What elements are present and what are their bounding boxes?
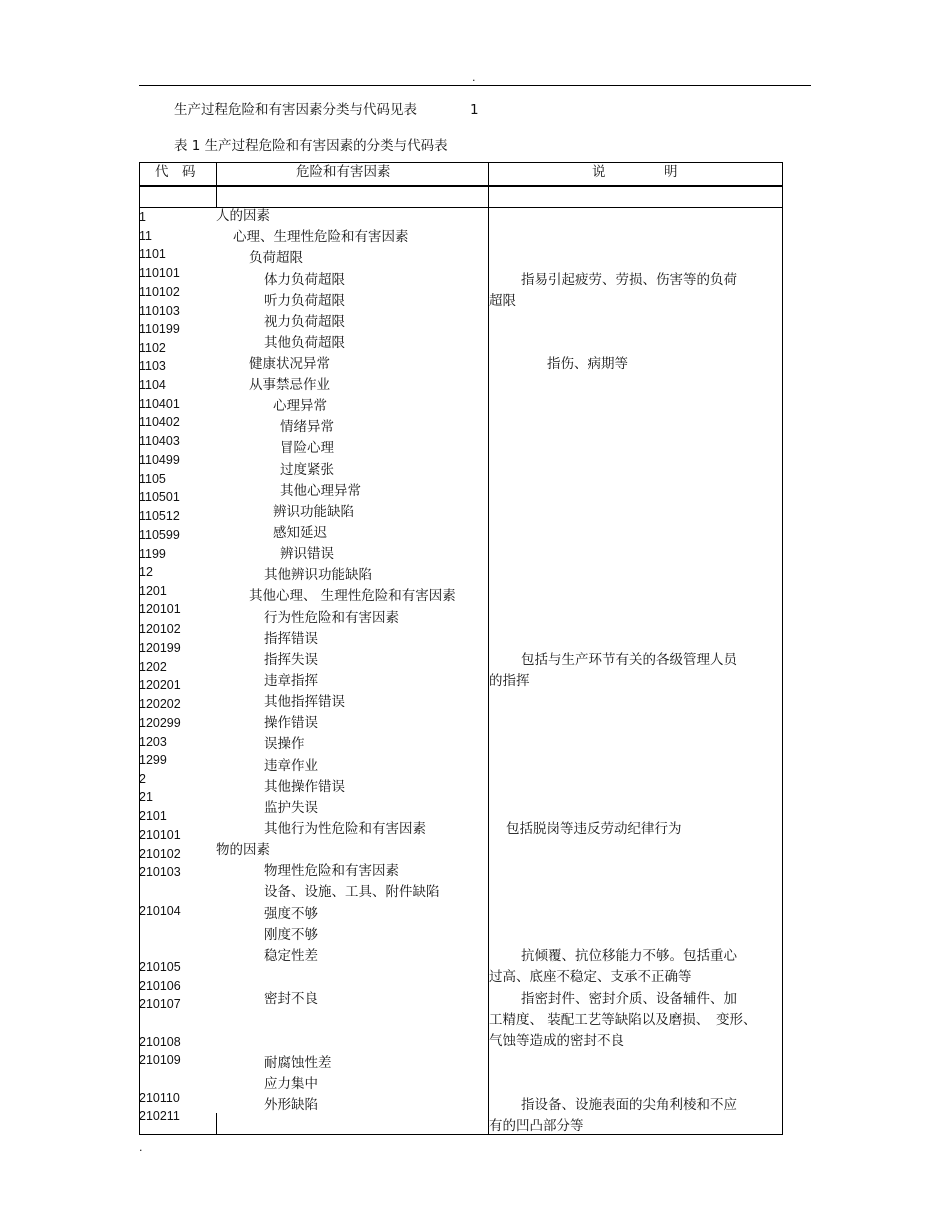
factor-cell: 其他负荷超限: [264, 335, 345, 351]
factor-cell: 辨识错误: [280, 546, 334, 562]
code-cell: 120299: [139, 716, 181, 730]
code-cell: 110512: [139, 509, 180, 523]
note-line: 指设备、设施表面的尖角利棱和不应: [521, 1097, 737, 1113]
code-cell: 21: [139, 790, 153, 804]
factor-cell: 刚度不够: [264, 927, 318, 943]
code-cell: 1201: [139, 584, 167, 598]
factor-cell: 行为性危险和有害因素: [264, 610, 399, 626]
header-factor: 危险和有害因素: [296, 164, 391, 180]
code-cell: 210102: [139, 847, 181, 861]
code-cell: 1199: [139, 547, 166, 561]
factor-cell: 耐腐蚀性差: [264, 1055, 332, 1071]
code-cell: 120201: [139, 678, 181, 692]
table-top-border: [139, 162, 783, 163]
code-cell: 110102: [139, 285, 180, 299]
code-cell: 1104: [139, 378, 166, 392]
code-cell: 210211: [139, 1109, 180, 1123]
code-cell: 11: [139, 229, 152, 243]
code-cell: 110402: [139, 415, 180, 429]
factor-cell: 过度紧张: [280, 462, 334, 478]
factor-cell: 体力负荷超限: [264, 272, 345, 288]
factor-cell: 其他心理、 生理性危险和有害因素: [249, 588, 456, 604]
code-cell: 110403: [139, 434, 180, 448]
code-cell: 12: [139, 565, 153, 579]
code-cell: 1102: [139, 341, 166, 355]
factor-cell: 稳定性差: [264, 948, 318, 964]
note-line: 指密封件、密封介质、设备辅件、加: [521, 991, 737, 1007]
table-right-border: [782, 162, 783, 1135]
code-cell: 210108: [139, 1035, 181, 1049]
factor-cell: 负荷超限: [249, 250, 303, 266]
code-cell: 210105: [139, 960, 181, 974]
factor-cell: 听力负荷超限: [264, 293, 345, 309]
code-cell: 1103: [139, 359, 166, 373]
factor-cell: 应力集中: [264, 1076, 318, 1092]
note-line: 抗倾覆、抗位移能力不够。包括重心: [521, 948, 737, 964]
factor-cell: 违章指挥: [264, 673, 318, 689]
note-line: 指易引起疲劳、劳损、伤害等的负荷: [521, 272, 737, 288]
code-cell: 2101: [139, 809, 167, 823]
code-cell: 120202: [139, 697, 181, 711]
code-col-divider-bottom: [216, 1113, 217, 1135]
code-cell: 120101: [139, 602, 181, 616]
note-line: 超限: [489, 293, 516, 309]
top-page-mark: .: [472, 71, 476, 84]
factor-cell: 其他行为性危险和有害因素: [264, 821, 426, 837]
code-cell: 210109: [139, 1053, 181, 1067]
factor-cell: 强度不够: [264, 906, 318, 922]
code-col-divider-top: [216, 162, 217, 208]
factor-cell: 其他心理异常: [280, 483, 361, 499]
factor-cell: 其他操作错误: [264, 779, 345, 795]
factor-cell: 误操作: [264, 736, 305, 752]
code-cell: 210107: [139, 997, 181, 1011]
factor-cell: 情绪异常: [280, 419, 334, 435]
code-cell: 110599: [139, 528, 180, 542]
factor-cell: 其他辨识功能缺陷: [264, 567, 372, 583]
factor-cell: 辨识功能缺陷: [273, 504, 354, 520]
code-cell: 120199: [139, 641, 181, 655]
note-line: 指伤、病期等: [547, 356, 628, 372]
code-cell: 210106: [139, 979, 181, 993]
note-line: 有的凹凸部分等: [489, 1118, 584, 1134]
factor-cell: 健康状况异常: [249, 356, 330, 372]
intro-table-number: 1: [470, 102, 479, 118]
note-line: 工精度、 装配工艺等缺陷以及磨损、 变形、: [489, 1012, 757, 1028]
factor-cell: 心理异常: [273, 398, 327, 414]
code-cell: 1202: [139, 660, 167, 674]
header-note-a: 说: [592, 164, 606, 180]
code-cell: 110101: [139, 266, 180, 280]
code-cell: 110103: [139, 304, 180, 318]
factor-cell: 指挥失误: [264, 652, 318, 668]
code-cell: 1203: [139, 735, 167, 749]
factor-cell: 密封不良: [264, 991, 318, 1007]
bottom-page-mark: .: [139, 1141, 143, 1154]
factor-cell: 物的因素: [216, 842, 270, 858]
factor-cell: 视力负荷超限: [264, 314, 345, 330]
table-title: 表 1 生产过程危险和有害因素的分类与代码表: [174, 138, 448, 154]
factor-cell: 指挥错误: [264, 631, 318, 647]
code-cell: 210104: [139, 904, 181, 918]
factor-cell: 监护失误: [264, 800, 318, 816]
code-cell: 110501: [139, 490, 180, 504]
note-line: 气蚀等造成的密封不良: [489, 1033, 624, 1049]
header-rule: [139, 85, 811, 86]
factor-cell: 其他指挥错误: [264, 694, 345, 710]
code-cell: 1: [139, 210, 146, 224]
code-cell: 210101: [139, 828, 181, 842]
factor-cell: 从事禁忌作业: [249, 377, 330, 393]
note-line: 的指挥: [489, 673, 530, 689]
factor-cell: 违章作业: [264, 758, 318, 774]
code-cell: 2: [139, 772, 146, 786]
factor-cell: 感知延迟: [273, 525, 327, 541]
code-cell: 120102: [139, 622, 181, 636]
table-header-rule: [139, 185, 783, 187]
code-cell: 210103: [139, 865, 181, 879]
code-cell: 1105: [139, 472, 166, 486]
code-cell: 110499: [139, 453, 180, 467]
code-cell: 210110: [139, 1091, 180, 1105]
factor-cell: 物理性危险和有害因素: [264, 863, 399, 879]
note-line: 包括脱岗等违反劳动纪律行为: [506, 821, 682, 837]
code-cell: 110199: [139, 322, 180, 336]
table-bottom-border: [139, 1134, 783, 1135]
code-cell: 110401: [139, 397, 180, 411]
factor-cell: 外形缺陷: [264, 1097, 318, 1113]
factor-cell: 冒险心理: [280, 440, 334, 456]
code-cell: 1101: [139, 247, 166, 261]
factor-cell: 人的因素: [216, 208, 270, 224]
header-note-b: 明: [664, 164, 678, 180]
code-cell: 1299: [139, 753, 167, 767]
factor-cell: 设备、设施、工具、附件缺陷: [264, 884, 440, 900]
factor-cell: 心理、生理性危险和有害因素: [233, 229, 409, 245]
factor-cell: 操作错误: [264, 715, 318, 731]
note-line: 包括与生产环节有关的各级管理人员: [521, 652, 737, 668]
note-line: 过高、底座不稳定、支承不正确等: [489, 969, 692, 985]
intro-line: 生产过程危险和有害因素分类与代码见表: [174, 102, 417, 118]
header-code: 代 码: [155, 164, 196, 180]
